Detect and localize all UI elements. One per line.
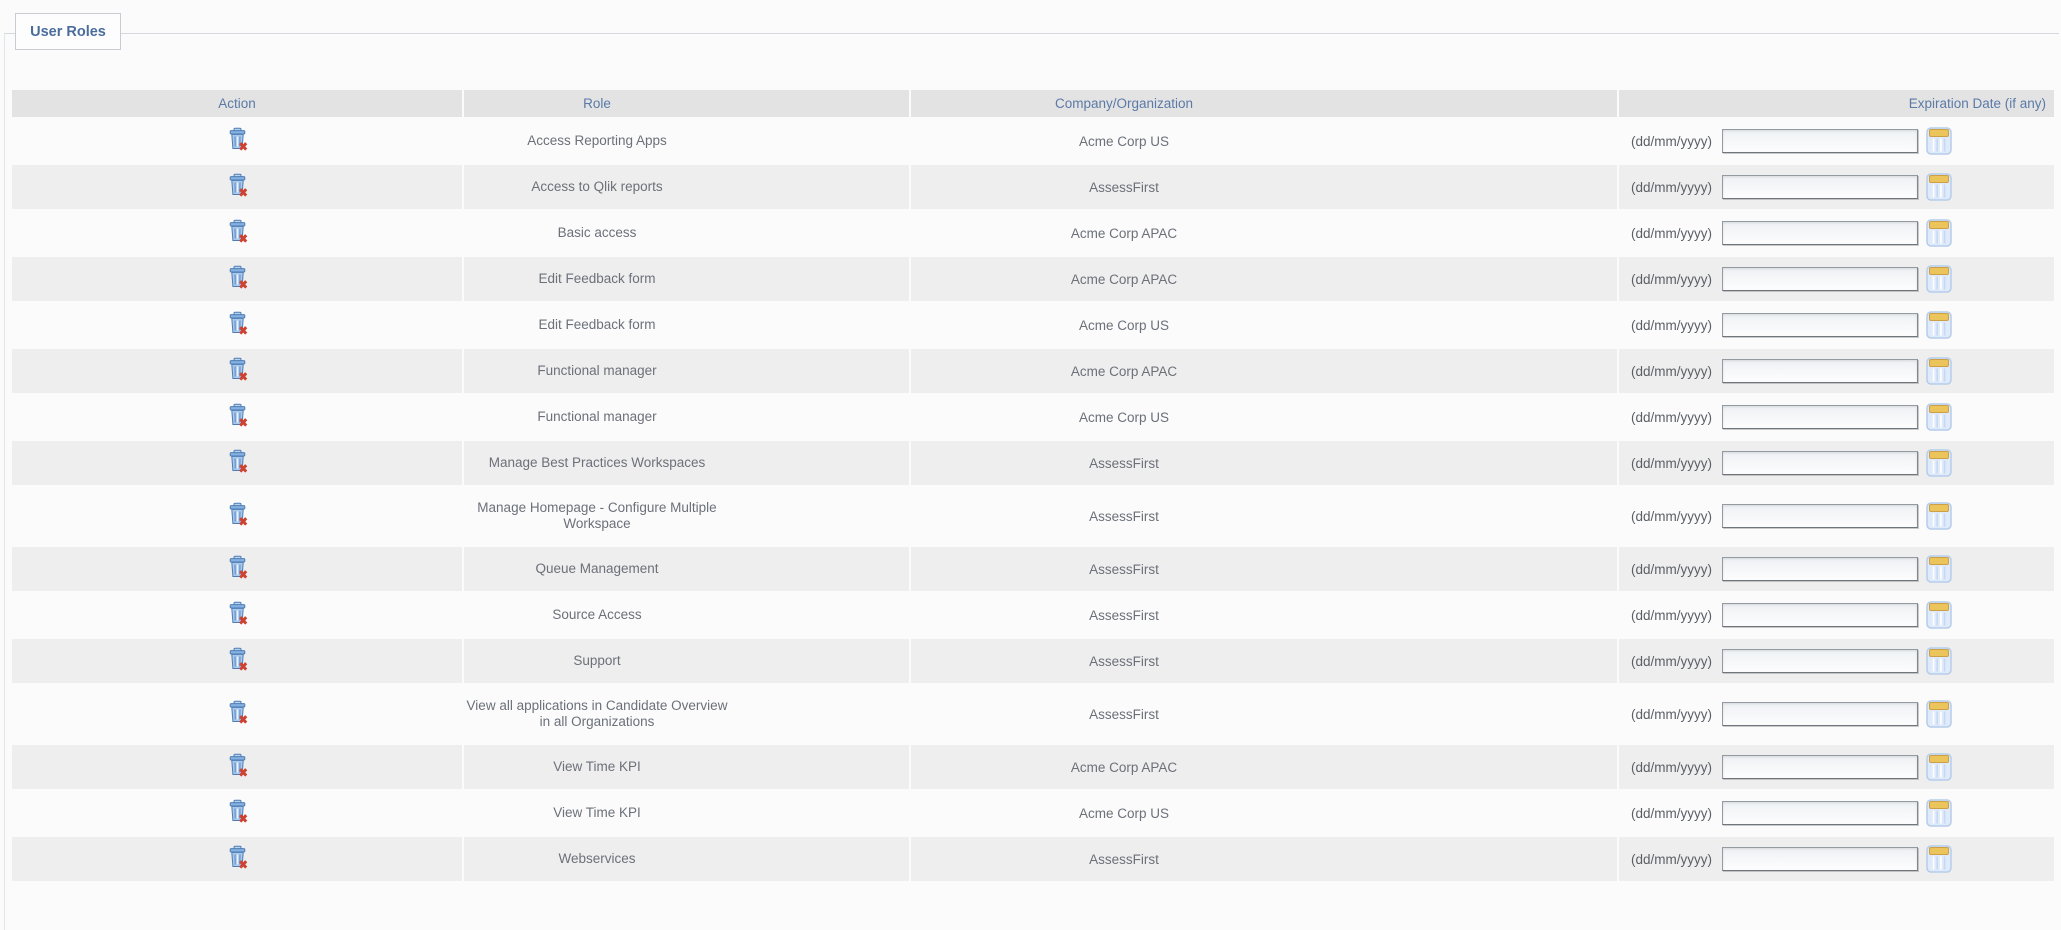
expiration-date-input[interactable] [1722,175,1918,199]
role-name: Support [573,653,621,668]
table-row [12,685,2054,743]
trash-delete-icon [227,753,248,778]
company-name: AssessFirst [1089,561,1159,577]
calendar-icon [1926,403,1952,431]
calendar-icon [1926,173,1952,201]
action-cell [12,349,462,393]
calendar-picker-button[interactable] [1926,647,1952,675]
date-format-label: (dd/mm/yyyy) [1631,759,1712,775]
expiration-date-input[interactable] [1722,129,1918,153]
role-cell [464,791,909,835]
expiration-cell [1619,745,2054,789]
calendar-picker-button[interactable] [1926,127,1952,155]
calendar-icon [1926,449,1952,477]
expiration-date-input[interactable] [1722,359,1918,383]
date-format-label: (dd/mm/yyyy) [1631,271,1712,287]
calendar-icon [1926,753,1952,781]
calendar-icon [1926,845,1952,873]
company-cell [911,303,1617,347]
action-cell [12,395,462,439]
calendar-picker-button[interactable] [1926,265,1952,293]
table-row [12,745,2054,789]
date-format-label: (dd/mm/yyyy) [1631,607,1712,623]
action-cell [12,257,462,301]
date-format-label: (dd/mm/yyyy) [1631,133,1712,149]
trash-delete-icon [227,700,248,725]
expiration-date-input[interactable] [1722,221,1918,245]
table-row [12,593,2054,637]
trash-delete-icon [227,311,248,336]
company-name: AssessFirst [1089,179,1159,195]
company-name: Acme Corp US [1078,317,1170,333]
expiration-cell [1619,257,2054,301]
action-cell [12,791,462,835]
role-cell [464,593,909,637]
calendar-icon [1926,219,1952,247]
delete-role-button[interactable] [227,449,248,474]
table-row [12,791,2054,835]
company-cell [911,837,1617,881]
expiration-cell [1619,211,2054,255]
header-expiration [1619,90,2054,117]
date-format-label: (dd/mm/yyyy) [1631,179,1712,195]
action-cell [12,303,462,347]
date-format-label: (dd/mm/yyyy) [1631,653,1712,669]
expiration-date-input[interactable] [1722,267,1918,291]
company-cell [911,257,1617,301]
role-cell [464,165,909,209]
company-name: AssessFirst [1089,851,1159,867]
company-cell [911,165,1617,209]
date-format-label: (dd/mm/yyyy) [1631,225,1712,241]
company-name: Acme Corp APAC [1070,363,1178,379]
calendar-picker-button[interactable] [1926,311,1952,339]
company-cell [911,639,1617,683]
role-name: Functional manager [537,409,657,424]
expiration-date-input[interactable] [1722,405,1918,429]
role-cell [464,547,909,591]
table-row [12,303,2054,347]
expiration-cell [1619,303,2054,347]
header-company-label: Company/Organization [1054,96,1194,111]
delete-role-button[interactable] [227,700,248,725]
expiration-date-input[interactable] [1722,504,1918,528]
expiration-cell [1619,837,2054,881]
delete-role-button[interactable] [227,219,248,244]
role-name: Edit Feedback form [538,317,656,332]
calendar-icon [1926,265,1952,293]
user-roles-table [10,88,2056,883]
header-company [911,90,1617,117]
role-name: Manage Best Practices Workspaces [488,455,706,470]
role-name: Access Reporting Apps [527,133,667,148]
date-format-label: (dd/mm/yyyy) [1631,851,1712,867]
calendar-icon [1926,601,1952,629]
header-expiration-label: Expiration Date (if any) [1908,96,2046,111]
calendar-picker-button[interactable] [1926,403,1952,431]
expiration-cell [1619,487,2054,545]
calendar-icon [1926,799,1952,827]
trash-delete-icon [227,799,248,824]
calendar-picker-button[interactable] [1926,219,1952,247]
action-cell [12,745,462,789]
trash-delete-icon [227,219,248,244]
role-name: Edit Feedback form [538,271,656,286]
company-cell [911,395,1617,439]
delete-role-button[interactable] [227,753,248,778]
delete-role-button[interactable] [227,555,248,580]
company-cell [911,685,1617,743]
calendar-picker-button[interactable] [1926,799,1952,827]
company-name: Acme Corp APAC [1070,271,1178,287]
role-cell [464,745,909,789]
date-format-label: (dd/mm/yyyy) [1631,561,1712,577]
action-cell [12,547,462,591]
role-cell [464,685,909,743]
action-cell [12,441,462,485]
date-format-label: (dd/mm/yyyy) [1631,508,1712,524]
date-format-label: (dd/mm/yyyy) [1631,805,1712,821]
company-name: AssessFirst [1089,508,1159,524]
calendar-picker-button[interactable] [1926,601,1952,629]
calendar-icon [1926,555,1952,583]
company-cell [911,441,1617,485]
date-format-label: (dd/mm/yyyy) [1631,409,1712,425]
calendar-picker-button[interactable] [1926,502,1952,530]
role-name: Manage Homepage - Configure Multiple Workspace [477,500,717,531]
trash-delete-icon [227,555,248,580]
company-name: AssessFirst [1089,455,1159,471]
delete-role-button[interactable] [227,845,248,870]
action-cell [12,211,462,255]
role-cell [464,487,909,545]
expiration-cell [1619,349,2054,393]
action-cell [12,837,462,881]
calendar-picker-button[interactable] [1926,357,1952,385]
action-cell [12,639,462,683]
delete-role-button[interactable] [227,127,248,152]
date-format-label: (dd/mm/yyyy) [1631,706,1712,722]
table-row [12,349,2054,393]
expiration-cell [1619,547,2054,591]
company-cell [911,547,1617,591]
trash-delete-icon [227,403,248,428]
role-cell [464,257,909,301]
trash-delete-icon [227,647,248,672]
header-action-label: Action [218,96,256,111]
calendar-icon [1926,502,1952,530]
company-cell [911,791,1617,835]
expiration-cell [1619,395,2054,439]
company-cell [911,487,1617,545]
role-name: Webservices [558,851,636,866]
calendar-icon [1926,647,1952,675]
company-name: Acme Corp US [1078,805,1170,821]
trash-delete-icon [227,265,248,290]
table-row [12,487,2054,545]
calendar-icon [1926,700,1952,728]
table-row [12,441,2054,485]
expiration-cell [1619,165,2054,209]
role-cell [464,119,909,163]
calendar-icon [1926,311,1952,339]
delete-role-button[interactable] [227,357,248,382]
header-action [12,90,462,117]
role-name: View Time KPI [553,805,641,820]
role-name: View Time KPI [553,759,641,774]
expiration-date-input[interactable] [1722,801,1918,825]
action-cell [12,119,462,163]
delete-role-button[interactable] [227,799,248,824]
delete-role-button[interactable] [227,265,248,290]
company-cell [911,349,1617,393]
calendar-picker-button[interactable] [1926,173,1952,201]
action-cell [12,685,462,743]
date-format-label: (dd/mm/yyyy) [1631,317,1712,333]
role-cell [464,349,909,393]
delete-role-button[interactable] [227,311,248,336]
role-cell [464,303,909,347]
role-name: Functional manager [537,363,657,378]
expiration-date-input[interactable] [1722,557,1918,581]
company-name: AssessFirst [1089,653,1159,669]
table-row [12,837,2054,881]
trash-delete-icon [227,357,248,382]
trash-delete-icon [227,601,248,626]
delete-role-button[interactable] [227,647,248,672]
role-cell [464,441,909,485]
action-cell [12,165,462,209]
company-name: Acme Corp US [1078,133,1170,149]
delete-role-button[interactable] [227,601,248,626]
expiration-date-input[interactable] [1722,313,1918,337]
trash-delete-icon [227,173,248,198]
expiration-cell [1619,639,2054,683]
header-role [464,90,909,117]
header-role-label: Role [583,95,611,111]
table-row [12,211,2054,255]
company-cell [911,593,1617,637]
table-row [12,165,2054,209]
expiration-date-input[interactable] [1722,755,1918,779]
role-name: Source Access [552,607,642,622]
calendar-picker-button[interactable] [1926,449,1952,477]
calendar-icon [1926,357,1952,385]
role-cell [464,639,909,683]
trash-delete-icon [227,502,248,527]
company-cell [911,119,1617,163]
company-cell [911,745,1617,789]
table-row [12,639,2054,683]
table-row [12,395,2054,439]
action-cell [12,593,462,637]
expiration-cell [1619,791,2054,835]
company-name: Acme Corp APAC [1070,759,1178,775]
table-row [12,547,2054,591]
calendar-picker-button[interactable] [1926,845,1952,873]
tab-user-roles[interactable] [15,13,121,50]
role-cell [464,395,909,439]
expiration-date-input[interactable] [1722,847,1918,871]
role-cell [464,211,909,255]
role-name: Queue Management [535,561,659,576]
calendar-picker-button[interactable] [1926,753,1952,781]
table-header-row [12,90,2054,117]
company-name: Acme Corp US [1078,409,1170,425]
company-name: AssessFirst [1089,607,1159,623]
expiration-date-input[interactable] [1722,603,1918,627]
role-name: View all applications in Candidate Overview in all Organizations [466,698,728,729]
expiration-date-input[interactable] [1722,702,1918,726]
company-cell [911,211,1617,255]
delete-role-button[interactable] [227,502,248,527]
tab-label: User Roles [30,23,106,40]
expiration-cell [1619,441,2054,485]
expiration-date-input[interactable] [1722,451,1918,475]
company-name: AssessFirst [1089,706,1159,722]
calendar-picker-button[interactable] [1926,700,1952,728]
expiration-cell [1619,685,2054,743]
expiration-cell [1619,593,2054,637]
role-cell [464,837,909,881]
trash-delete-icon [227,845,248,870]
table-row [12,119,2054,163]
trash-delete-icon [227,449,248,474]
action-cell [12,487,462,545]
trash-delete-icon [227,127,248,152]
table-row [12,257,2054,301]
delete-role-button[interactable] [227,403,248,428]
delete-role-button[interactable] [227,173,248,198]
role-name: Basic access [557,225,637,240]
expiration-date-input[interactable] [1722,649,1918,673]
role-name: Access to Qlik reports [531,179,663,194]
date-format-label: (dd/mm/yyyy) [1631,455,1712,471]
company-name: Acme Corp APAC [1070,225,1178,241]
calendar-icon [1926,127,1952,155]
expiration-cell [1619,119,2054,163]
calendar-picker-button[interactable] [1926,555,1952,583]
date-format-label: (dd/mm/yyyy) [1631,363,1712,379]
